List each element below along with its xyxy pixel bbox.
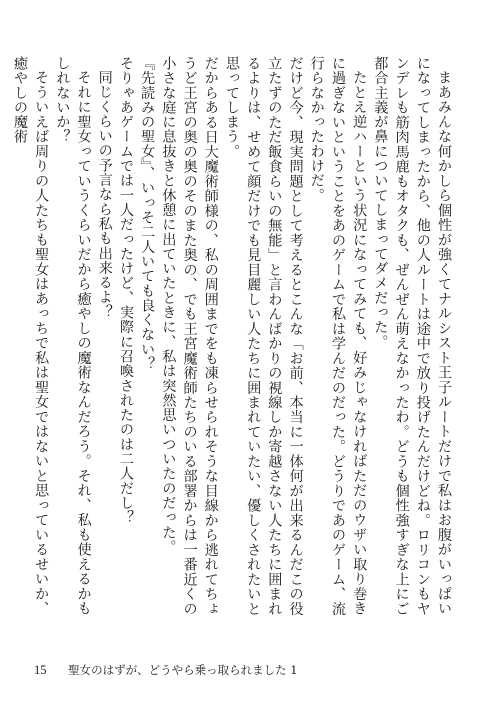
paragraph-1: まあみんな何かしら個性が強くてナルシスト王子ルートだけで私はお腹がいっぱいになってしまったから、他の人ルートは途中で放り投げたんだけどね。ロリコンもヤンデレも筋肉馬鹿もオタクも、ぜんぜん萌えなかったわ。どうも個性強すぎな上にご都合主義が鼻についてしまってダメだった。 (372, 56, 452, 616)
page-number: 15 (34, 663, 47, 677)
paragraph-8: それに聖女っていうくらいだから癒やしの魔術なんだろう。それ、私も使えるかもしれないか？ (54, 56, 92, 616)
paragraph-9: そういえば周りの人たちも聖女はあっちで私は聖女ではないと思っているせいか、癒やしの魔術 (11, 56, 50, 616)
paragraph-6: そりゃあゲームでは一人だったけど、実際に召喚されたのは二人だし？ (117, 56, 134, 525)
book-title: 聖女のはずが、どうやら乗っ取られました 1 (68, 663, 298, 677)
paragraph-7: 同じくらいの予言なら私も出来るよ？ (96, 70, 113, 320)
paragraph-3: だけど今、現実問題として考えるとこんな「お前、本当に一体何が出来るんだこの役立たずのただ飯食らいの無能」と言わんばかりの視線しか寄越さない人たちに囲まれるよりは、せめて顔だけでも見目麗しい人たちに囲まれていたい、優しくされたいと思ってしまう。 (223, 56, 304, 616)
page-footer (34, 662, 298, 678)
paragraph-4: だからある日大魔術師様の、私の周囲までをも凍らせられそうな目線から逃れてちょうど王宮の奥の奥のそのまた奥の、でも王宮魔術師たちのいる部署からは一番近くの小さな庭に息抜きと休憩に出ていたときに、私は突然思いついたのだった。 (160, 56, 219, 616)
paragraph-5: 『先読みの聖女』、いっそ二人いても良くない？ (139, 56, 156, 372)
paragraph-2: たとえ逆ハーという状況になってみても、好みじゃなければただのウザい取り巻きに過ぎないということをあのゲームで私は学んだのだった。どうりであのゲーム、流行らなかったわけだ。 (308, 56, 368, 616)
vertical-text-body (11, 56, 454, 616)
